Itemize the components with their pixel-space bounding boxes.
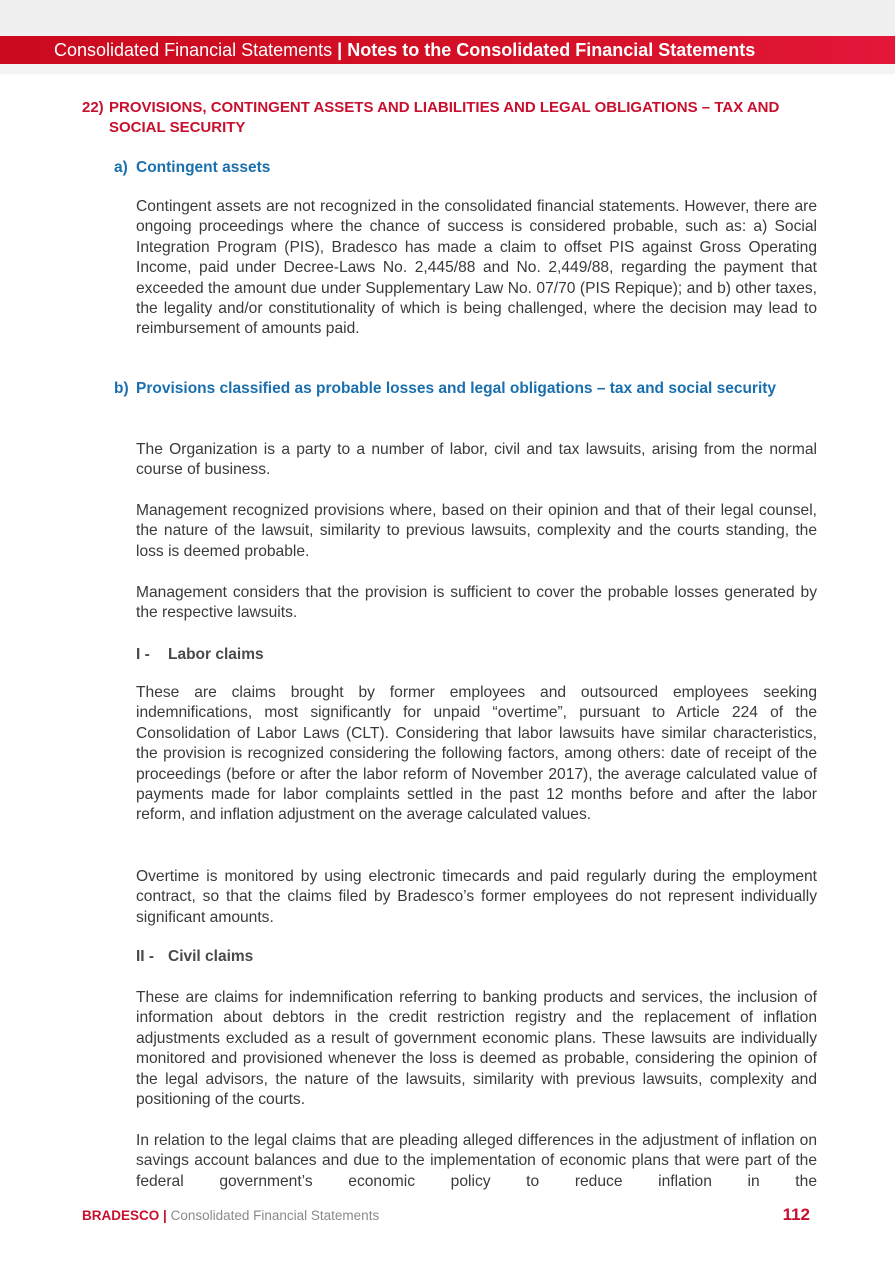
paragraph-b-2: Management recognized provisions where, based on their opinion and that of their legal counsel, the nature of the lawsuit, similarity to previous lawsuits, complexity and the courts standing, the loss is deemed probable. (136, 502, 817, 560)
paragraph-civil-2: In relation to the legal claims that are pleading alleged differences in the adjustment of inflation on savings account balances and due to the implementation of economic plans that were part of the federal government’s economic policy to reduce inflation in the (136, 1132, 817, 1190)
paragraph-b-3: Management considers that the provision is sufficient to cover the probable losses generated by the respective lawsuits. (136, 584, 817, 622)
footer-brand: BRADESCO (82, 1208, 160, 1223)
section-title: PROVISIONS, CONTINGENT ASSETS AND LIABILITIES AND LEGAL OBLIGATIONS – TAX AND SOCIAL SECURITY (109, 99, 780, 136)
paragraph-contingent-assets: Contingent assets are not recognized in the consolidated financial statements. However, there are ongoing proceedings where the chance of success is considered probable, such as: a) Social Integration Program (PIS), Bradesco has made a claim to offset PIS against Gross Operating Income, paid under Decree-Laws No. 2,445/88 and No. 2,449/88, regarding the payment that exceeded the amount due under Supplementary Law No. 07/70 (PIS Repique); and b) other taxes, the legality and/or constitutionality of which is being challenged, where the decision may lead to reimbursement of amounts paid. (136, 198, 817, 338)
subsection-b-letter: b) (114, 380, 129, 397)
paragraph-civil-1: These are claims for indemnification referring to banking products and services, the inclusion of information about debtors in the credit restriction registry and the replacement of inflation adjustments excluded as a result of government economic plans. These lawsuits are individually monitored and provisioned whenever the loss is deemed as probable, considering the opinion of the legal advisors, the nature of the lawsuits, similarity with previous lawsuits, complexity and positioning of the courts. (136, 989, 817, 1109)
paragraph-b-1: The Organization is a party to a number of labor, civil and tax lawsuits, arising from the normal course of business. (136, 441, 817, 479)
section-heading (82, 98, 822, 138)
banner-shadow (0, 64, 895, 74)
header-left-text: Consolidated Financial Statements (54, 40, 333, 60)
footer (82, 1206, 379, 1226)
subsection-b-title: Provisions classified as probable losses and legal obligations – tax and social security (136, 380, 777, 397)
footer-text: Consolidated Financial Statements (170, 1208, 380, 1223)
paragraph-labor-1: These are claims brought by former employees and outsourced employees seeking indemnifications, most significantly for unpaid “overtime”, pursuant to Article 224 of the Consolidation of Labor Laws (CLT). Considering that labor lawsuits have similar characteristics, the provision is recognized considering the following factors, among others: date of receipt of the proceedings (before or after the labor reform of November 2017), the average calculated value of payments made for labor complaints settled in the past 12 months before and after the labor reform, and inflation adjustment on the average calculated values. (136, 684, 817, 824)
header-banner (0, 36, 895, 64)
labor-claims-title: Labor claims (168, 646, 264, 663)
section-number: 22) (82, 99, 104, 116)
labor-claims-numeral: I - (136, 646, 150, 663)
civil-claims-heading (136, 947, 253, 967)
civil-claims-numeral: II - (136, 948, 155, 965)
header-title (54, 36, 755, 64)
civil-claims-title: Civil claims (168, 948, 254, 965)
footer-separator: | (163, 1208, 167, 1223)
subsection-a-title: Contingent assets (136, 159, 271, 176)
page-number: 112 (782, 1205, 810, 1224)
paragraph-labor-2: Overtime is monitored by using electronic timecards and paid regularly during the employment contract, so that the claims filed by Bradesco’s former employees do not represent individually significant amounts. (136, 868, 817, 926)
labor-claims-heading (136, 645, 264, 665)
subsection-a-heading (114, 158, 814, 178)
top-margin (0, 0, 895, 36)
subsection-b-heading (114, 379, 794, 399)
header-separator: | (337, 40, 343, 60)
header-right-text: Notes to the Consolidated Financial Statements (347, 40, 756, 60)
subsection-a-letter: a) (114, 159, 128, 176)
